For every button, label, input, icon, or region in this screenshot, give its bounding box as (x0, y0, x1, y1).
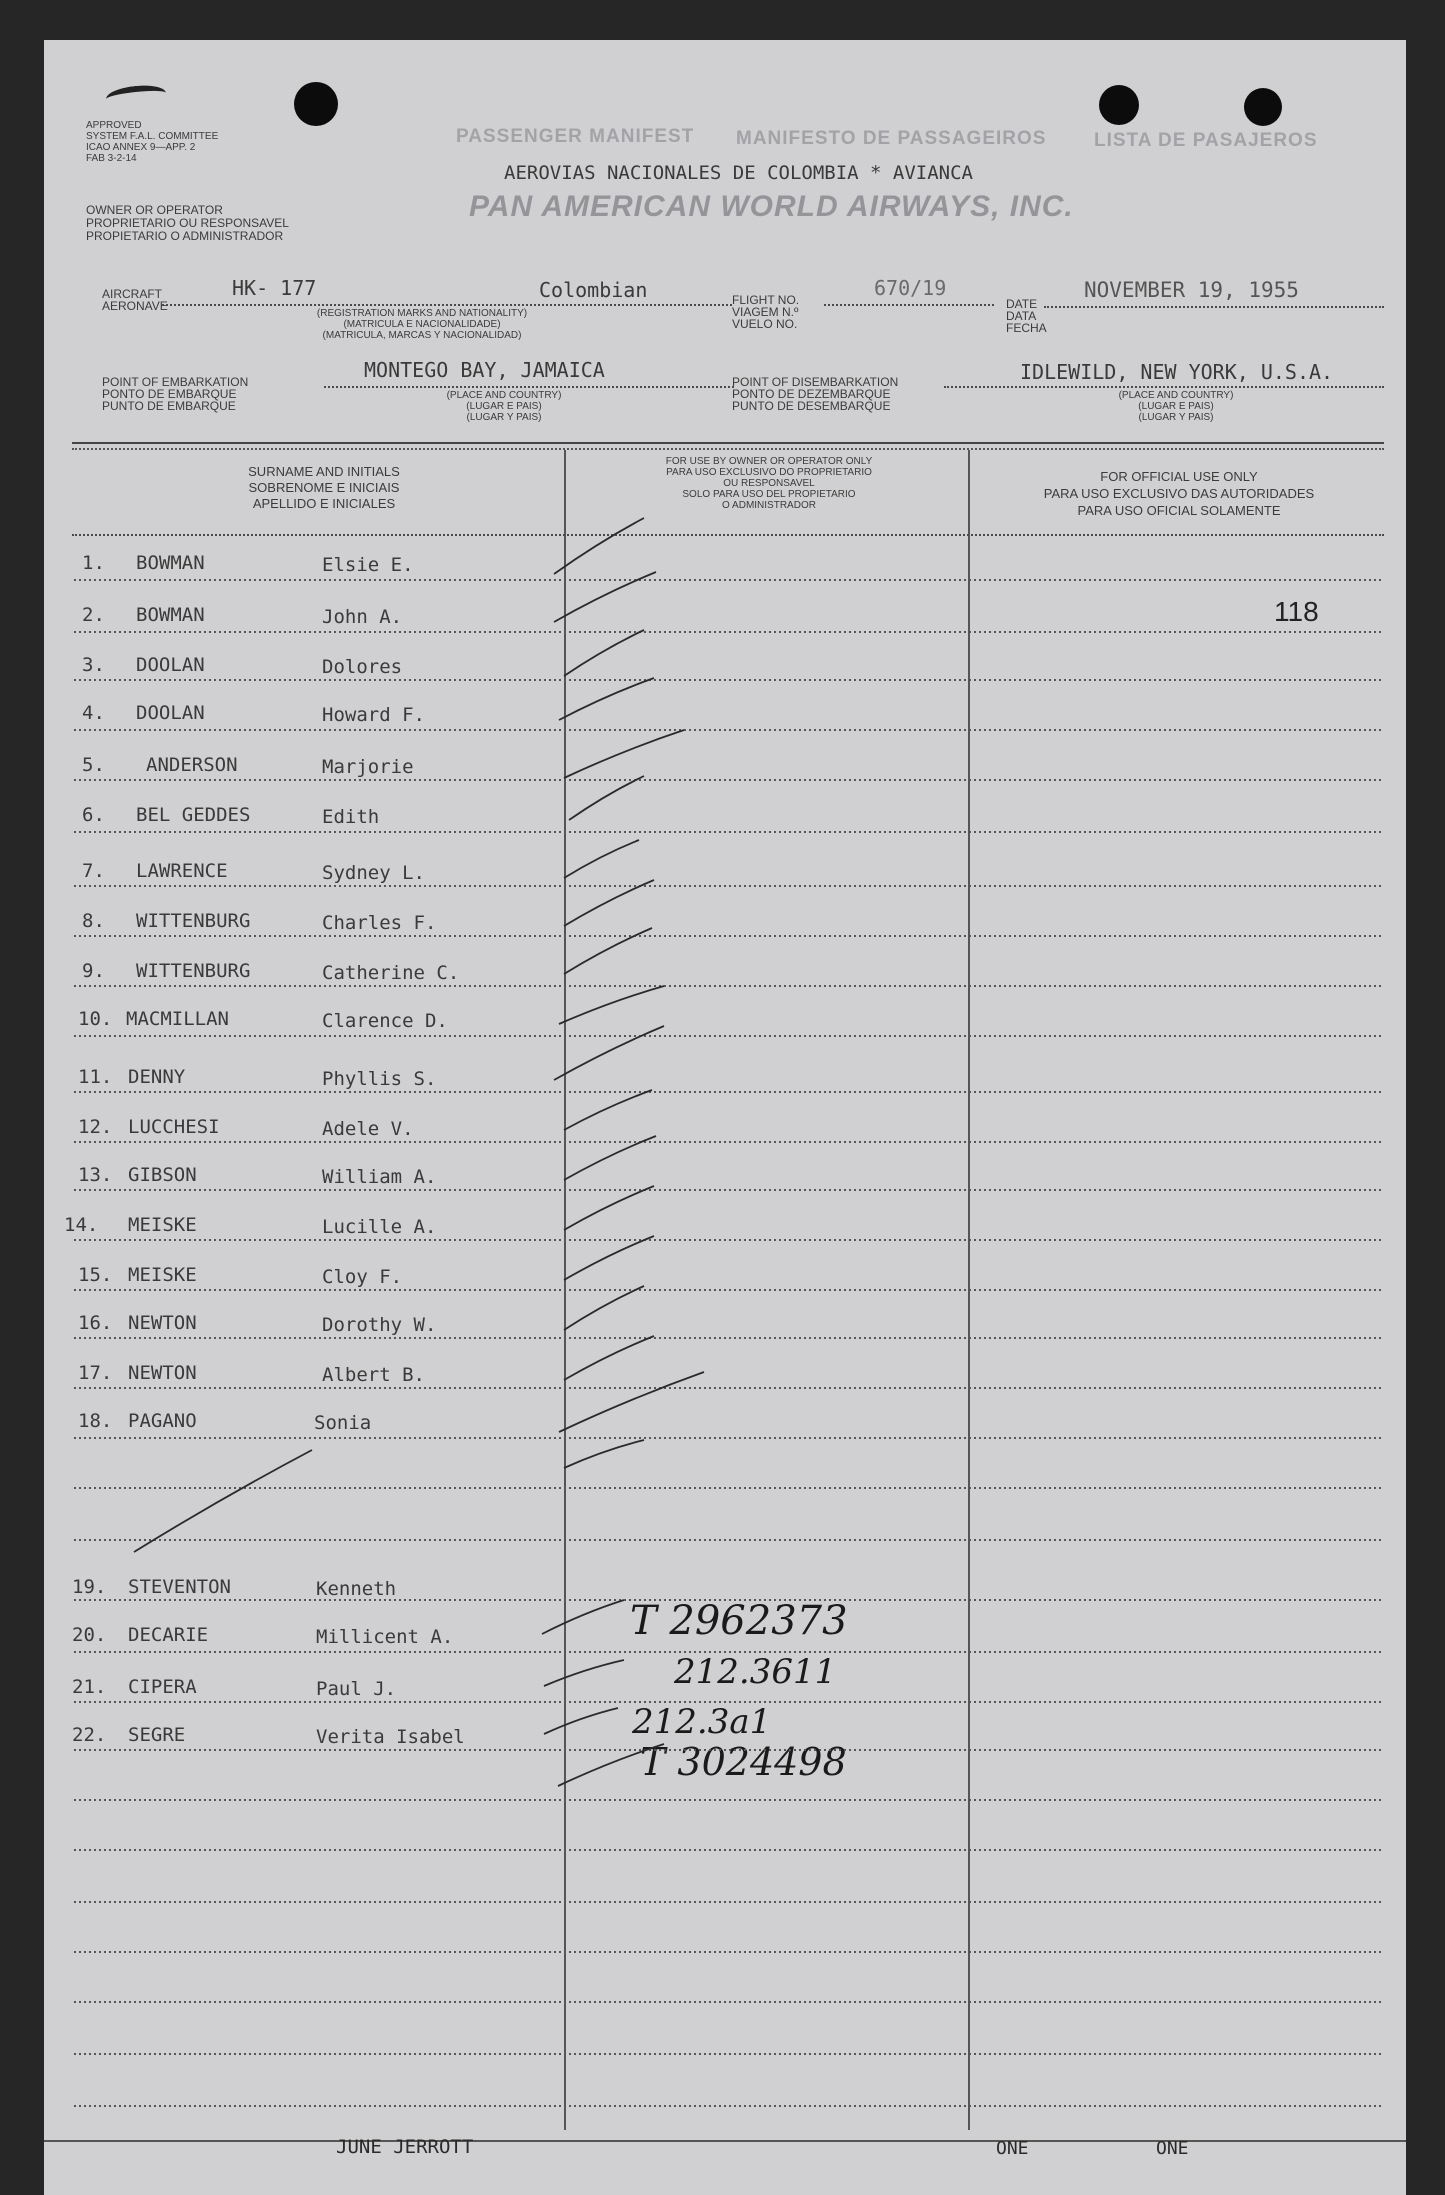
check-mark (564, 630, 644, 676)
passenger-surname: MEISKE (128, 1214, 197, 1236)
passenger-surname: MEISKE (128, 1264, 197, 1286)
date-label: DATE DATA FECHA (1006, 297, 1047, 335)
passenger-given-name: John A. (322, 606, 403, 628)
passenger-surname: BOWMAN (136, 552, 205, 574)
passenger-number: 16. (78, 1312, 113, 1334)
check-mark (559, 986, 664, 1024)
title-english: PASSENGER MANIFEST (456, 126, 695, 147)
check-mark (564, 1236, 654, 1280)
registration-caption: (REGISTRATION MARKS AND NATIONALITY) (MATRICULA E NACIONALIDADE) (MATRICULA, MARCAS Y NACIONALIDAD) (316, 308, 528, 341)
disembarkation-value: IDLEWILD, NEW YORK, U.S.A. (1020, 360, 1334, 384)
passenger-number: 20. (72, 1624, 107, 1646)
passenger-given-name: Dorothy W. (322, 1314, 437, 1336)
operator-name: PAN AMERICAN WORLD AIRWAYS, INC. (469, 190, 1074, 223)
passenger-given-name: Lucille A. (322, 1216, 437, 1238)
check-mark (564, 928, 652, 974)
passenger-number: 10. (78, 1008, 113, 1030)
column-header-official-use: FOR OFFICIAL USE ONLY PARA USO EXCLUSIVO DAS AUTORIDADES PARA USO OFICIAL SOLAMENTE (1043, 469, 1315, 518)
passenger-number: 8. (82, 910, 105, 932)
passenger-surname: NEWTON (128, 1312, 197, 1334)
passenger-number: 9. (82, 960, 105, 982)
passenger-given-name: Paul J. (316, 1678, 397, 1700)
passenger-number: 5. (82, 754, 105, 776)
check-mark (554, 1026, 664, 1080)
check-mark (134, 1450, 312, 1552)
passenger-surname: PAGANO (128, 1410, 197, 1432)
aircraft-label: AIRCRAFT AERONAVE (102, 287, 168, 313)
passenger-given-name: Phyllis S. (322, 1068, 437, 1090)
check-mark (564, 840, 639, 878)
approved-block: APPROVED SYSTEM F.A.L. COMMITTEE ICAO ANNEX 9—APP. 2 FAB 3-2-14 (86, 120, 219, 164)
check-mark (544, 1660, 624, 1686)
passenger-surname: SEGRE (128, 1724, 186, 1746)
passenger-number: 15. (78, 1264, 113, 1286)
passenger-given-name: Sonia (314, 1412, 372, 1434)
passenger-surname: BEL GEDDES (136, 804, 251, 826)
passenger-number: 13. (78, 1164, 113, 1186)
passenger-given-name: Adele V. (322, 1118, 414, 1140)
check-mark (544, 1708, 618, 1734)
embarkation-label: POINT OF EMBARKATION PONTO DE EMBARQUE PUNTO DE EMBARQUE (102, 375, 249, 413)
passenger-number: 1. (82, 552, 105, 574)
embarkation-value: MONTEGO BAY, JAMAICA (364, 358, 605, 382)
passenger-surname: NEWTON (128, 1362, 197, 1384)
official-stamp-number: 118 (1274, 596, 1319, 627)
handwritten-note: 212.3611 (674, 1652, 837, 1692)
check-mark (542, 1600, 624, 1634)
handwritten-note: T 3024498 (640, 1740, 847, 1784)
passenger-given-name: Charles F. (322, 912, 437, 934)
passenger-number: 4. (82, 702, 105, 724)
passenger-given-name: Verita Isabel (316, 1726, 465, 1748)
row-rules-and-checkmarks (44, 40, 1406, 2195)
prepared-by-value: JUNE JERROTT (336, 2136, 474, 2158)
passenger-surname: ANDERSON (146, 754, 238, 776)
airline-name: AEROVIAS NACIONALES DE COLOMBIA * AVIANCA (504, 162, 973, 184)
page-total: ONE (1156, 2138, 1189, 2159)
title-portuguese: MANIFESTO DE PASSAGEIROS (736, 128, 1047, 149)
check-mark (559, 678, 654, 720)
passenger-number: 6. (82, 804, 105, 826)
nationality-value: Colombian (539, 278, 648, 302)
passenger-surname: CIPERA (128, 1676, 197, 1698)
title-spanish: LISTA DE PASAJEROS (1094, 130, 1318, 151)
passenger-given-name: William A. (322, 1166, 437, 1188)
check-mark (569, 776, 644, 820)
manifest-sheet (44, 40, 1406, 2195)
disembarkation-label: POINT OF DISEMBARKATION PONTO DE DEZEMBARQUE PUNTO DE DESEMBARQUE (732, 375, 899, 413)
passenger-given-name: Albert B. (322, 1364, 425, 1386)
check-mark (559, 1372, 704, 1432)
passenger-number: 2. (82, 604, 105, 626)
passenger-given-name: Cloy F. (322, 1266, 403, 1288)
handwritten-note: 212.3a1 (632, 1702, 772, 1742)
passenger-surname: LUCCHESI (128, 1116, 220, 1138)
footer-rule (44, 2140, 1406, 2142)
passenger-surname: GIBSON (128, 1164, 197, 1186)
passenger-number: 17. (78, 1362, 113, 1384)
passenger-given-name: Dolores (322, 656, 403, 678)
passenger-given-name: Howard F. (322, 704, 425, 726)
flight-value: 670/19 (874, 276, 947, 300)
passenger-given-name: Marjorie (322, 756, 414, 778)
check-mark (554, 518, 644, 574)
passenger-given-name: Clarence D. (322, 1010, 448, 1032)
passenger-number: 3. (82, 654, 105, 676)
passenger-given-name: Edith (322, 806, 380, 828)
check-mark (564, 1186, 654, 1230)
passenger-surname: BOWMAN (136, 604, 205, 626)
embarkation-place-caption: (PLACE AND COUNTRY) (LUGAR E PAIS) (LUGAR Y PAIS) (446, 390, 562, 423)
passenger-number: 21. (72, 1676, 107, 1698)
passenger-surname: DOOLAN (136, 702, 205, 724)
owner-operator-label: OWNER OR OPERATOR PROPRIETARIO OU RESPONSAVEL PROPIETARIO O ADMINISTRADOR (86, 203, 289, 243)
passenger-number: 22. (72, 1724, 107, 1746)
passenger-surname: WITTENBURG (136, 960, 251, 982)
passenger-number: 19. (72, 1576, 107, 1598)
column-header-owner-use: FOR USE BY OWNER OR OPERATOR ONLY PARA USO EXCLUSIVO DO PROPRIETARIO OU RESPONSAVEL SOLO PARA USO DEL PROPIETARIO O ADMINISTRADOR (665, 456, 873, 511)
passenger-number: 12. (78, 1116, 113, 1138)
check-mark (564, 1286, 644, 1330)
check-mark (564, 1336, 654, 1380)
passenger-surname: LAWRENCE (136, 860, 228, 882)
passenger-surname: STEVENTON (128, 1576, 231, 1598)
passenger-given-name: Kenneth (316, 1578, 397, 1600)
passenger-given-name: Elsie E. (322, 554, 414, 576)
passenger-surname: DOOLAN (136, 654, 205, 676)
passenger-given-name: Sydney L. (322, 862, 425, 884)
check-mark (564, 1090, 652, 1130)
disembarkation-place-caption: (PLACE AND COUNTRY) (LUGAR E PAIS) (LUGAR Y PAIS) (1118, 390, 1234, 423)
passenger-surname: DENNY (128, 1066, 186, 1088)
passenger-surname: MACMILLAN (126, 1008, 229, 1030)
passenger-number: 18. (78, 1410, 113, 1432)
page-number: ONE (996, 2138, 1029, 2159)
check-mark (564, 730, 684, 778)
passenger-number: 7. (82, 860, 105, 882)
passenger-surname: DECARIE (128, 1624, 209, 1646)
passenger-number: 14. (64, 1214, 99, 1236)
flight-label: FLIGHT NO. VIAGEM N.º VUELO NO. (732, 293, 800, 331)
column-header-surname: SURNAME AND INITIALS SOBRENOME E INICIAIS APELLIDO E INICIALES (248, 464, 400, 511)
aircraft-value: HK- 177 (232, 276, 317, 300)
handwritten-note: T 2962373 (630, 1598, 848, 1644)
date-value: NOVEMBER 19, 1955 (1084, 278, 1299, 302)
passenger-given-name: Catherine C. (322, 962, 460, 984)
check-mark (564, 1440, 644, 1468)
passenger-number: 11. (78, 1066, 113, 1088)
passenger-given-name: Millicent A. (316, 1626, 454, 1648)
passenger-surname: WITTENBURG (136, 910, 251, 932)
